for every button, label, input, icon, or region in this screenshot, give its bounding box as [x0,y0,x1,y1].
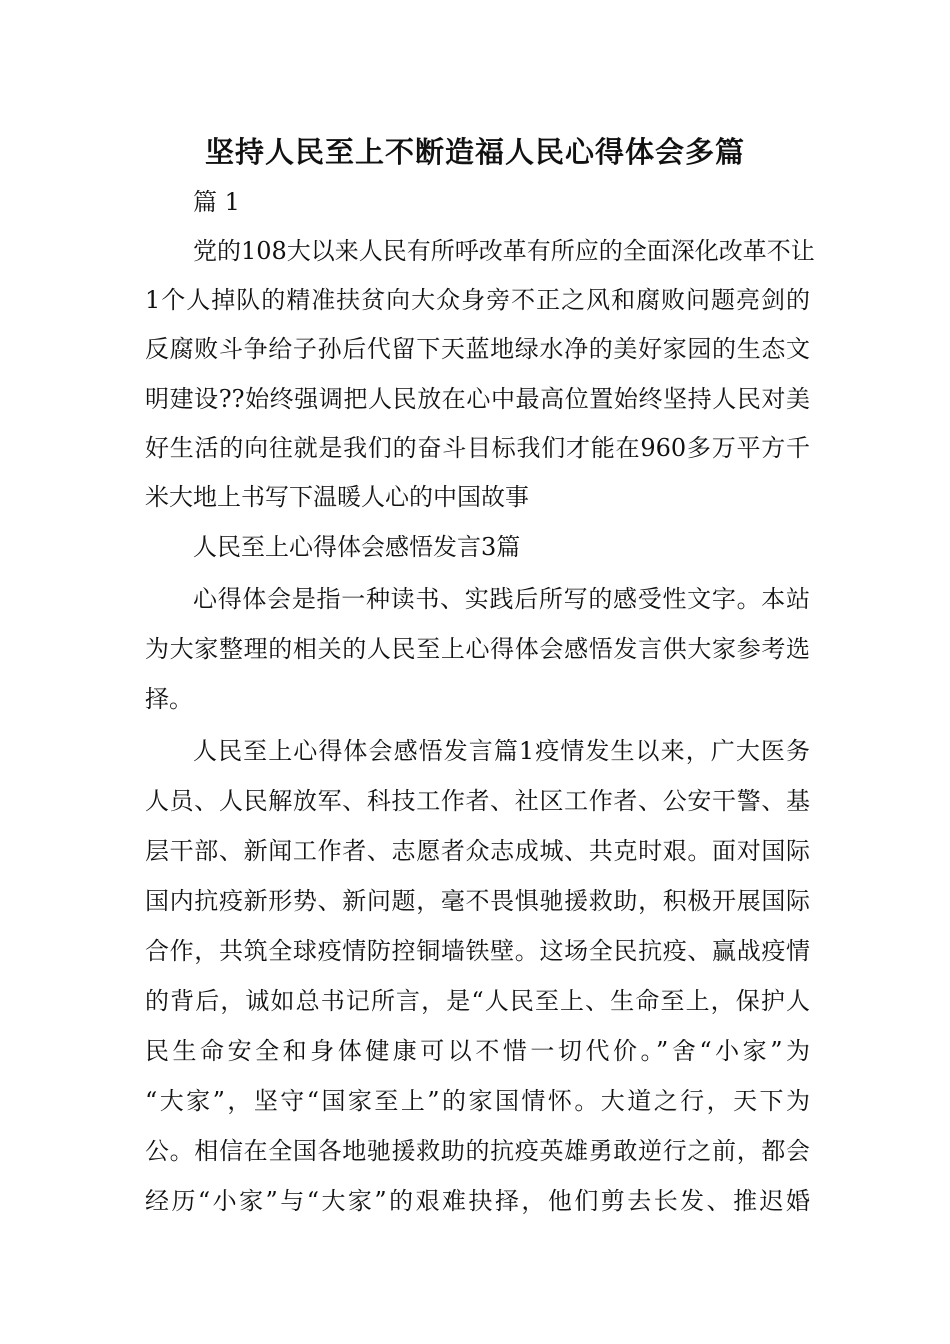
paragraph-line: “大家”，坚守“国家至上”的家国情怀。大道之行，天下为 [145,1087,810,1115]
paragraph-line: 的背后，诚如总书记所言，是“人民至上、生命至上，保护人 [145,987,810,1015]
paragraph-line: 心得体会是指一种读书、实践后所写的感受性文字。本站 [193,585,810,613]
paragraph-line: 层干部、新闻工作者、志愿者众志成城、共克时艰。面对国际 [145,837,810,865]
paragraph-line: 民生命安全和身体健康可以不惜一切代价。”舍“小家”为 [145,1037,810,1065]
paragraph-line: 择。 [145,685,193,713]
paragraph-line: 人民至上心得体会感悟发言篇1疫情发生以来，广大医务 [193,737,810,765]
paragraph-line: 经历“小家”与“大家”的艰难抉择，他们剪去长发、推迟婚 [145,1187,810,1215]
paragraph-line: 国内抗疫新形势、新问题，毫不畏惧驰援救助，积极开展国际 [145,887,810,915]
paragraph-line: 米大地上书写下温暖人心的中国故事 [145,483,529,511]
paragraph-line: 公。相信在全国各地驰援救助的抗疫英雄勇敢逆行之前，都会 [145,1137,810,1165]
paragraph-line: 好生活的向往就是我们的奋斗目标我们才能在960多万平方千 [145,434,810,462]
section-label: 篇 1 [193,188,240,216]
paragraph-line: 党的108大以来人民有所呼改革有所应的全面深化改革不让 [193,237,815,265]
paragraph-line: 1个人掉队的精准扶贫向大众身旁不正之风和腐败问题亮剑的 [145,286,810,314]
paragraph-line: 反腐败斗争给子孙后代留下天蓝地绿水净的美好家园的生态文 [145,335,810,363]
paragraph-line: 为大家整理的相关的人民至上心得体会感悟发言供大家参考选 [145,635,810,663]
paragraph-line: 人员、人民解放军、科技工作者、社区工作者、公安干警、基 [145,787,810,815]
section-heading: 人民至上心得体会感悟发言3篇 [193,533,521,561]
paragraph-line: 明建设??始终强调把人民放在心中最高位置始终坚持人民对美 [145,385,810,413]
paragraph-line: 合作，共筑全球疫情防控铜墙铁壁。这场全民抗疫、赢战疫情 [145,937,810,965]
document-title: 坚持人民至上不断造福人民心得体会多篇 [204,135,745,169]
